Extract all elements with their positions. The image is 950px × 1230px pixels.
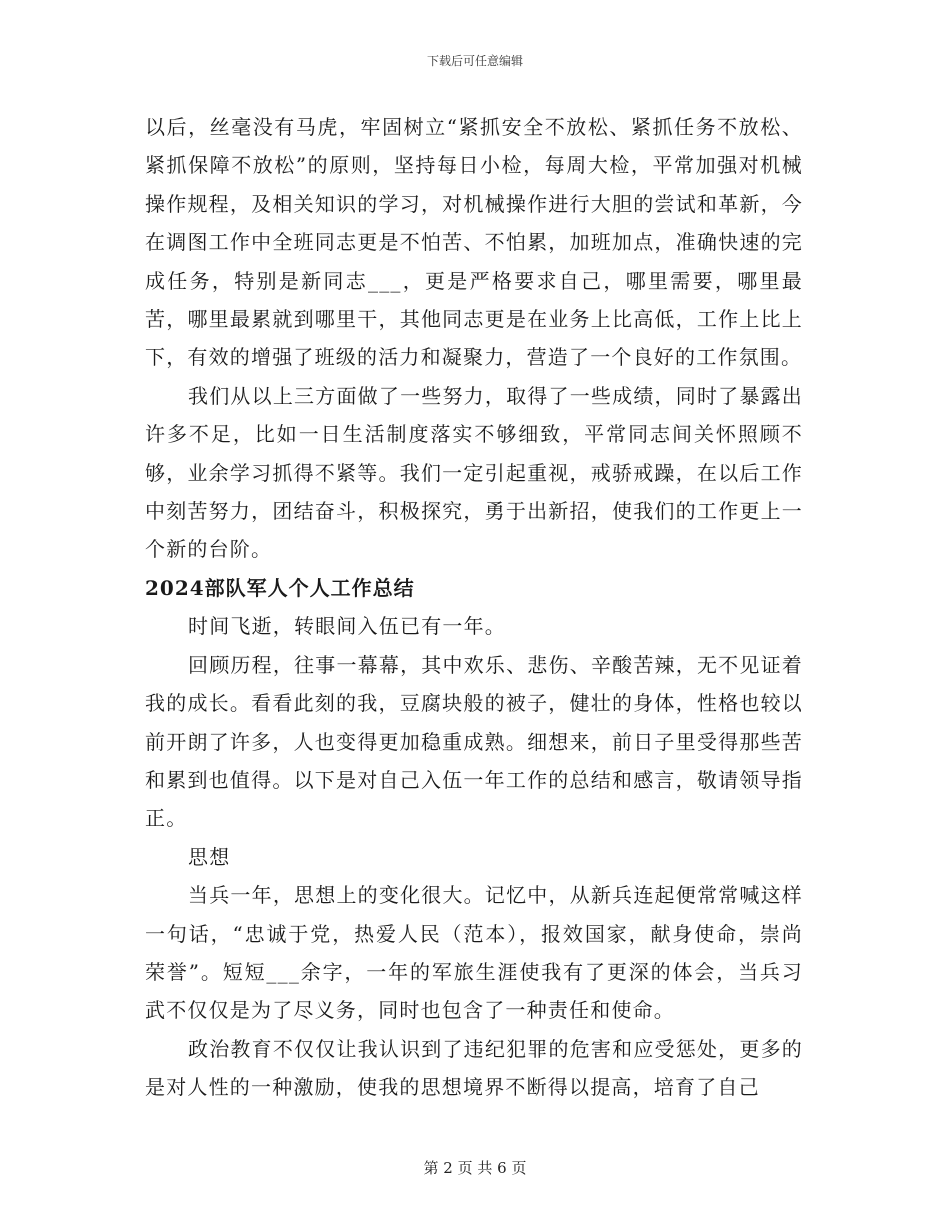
paragraph: 我们从以上三方面做了一些努力，取得了一些成绩，同时了暴露出许多不足，比如一日生活制度落实不够细致，平常同志间关怀照顾不够，业余学习抓得不紧等。我们一定引起重视，戒骄戒躁，在以后工作中刻苦努力，团结奋斗，积极探究，勇于出新招，使我们的工作更上一个新的台阶。 xyxy=(145,383,803,562)
paragraph: 时间飞逝，转眼间入伍已有一年。 xyxy=(188,614,506,639)
page-header: 下载后可任意编辑 xyxy=(426,54,523,68)
paragraph: 当兵一年，思想上的变化很大。记忆中，从新兵连起便常常喊这样一句话，“忠诚于党，热爱人民（范本），报效国家，献身使命，崇尚荣誉”。短短___余字，一年的军旅生涯使我有了更深的体会，当兵习武不仅仅是为了尽义务，同时也包含了一种责任和使命。 xyxy=(145,883,803,1023)
subheading: 思想 xyxy=(188,844,231,869)
paragraph: 以后，丝毫没有马虎，牢固树立“紧抓安全不放松、紧抓任务不放松、紧抓保障不放松”的原则，坚持每日小检，每周大检，平常加强对机械操作规程，及相关知识的学习，对机械操作进行大胆的尝试和革新，今在调图工作中全班同志更是不怕苦、不怕累，加班加点，准确快速的完成任务，特别是新同志___，更是严格要求自己，哪里需要，哪里最苦，哪里最累就到哪里干，其他同志更是在业务上比高低，工作上比上下，有效的增强了班级的活力和凝聚力，营造了一个良好的工作氛围。 xyxy=(145,115,803,370)
paragraph: 政治教育不仅仅让我认识到了违纪犯罪的危害和应受惩处，更多的是对人性的一种激励，使我的思想境界不断得以提高，培育了自己 xyxy=(145,1036,803,1100)
page-footer: 第 2 页 共 6 页 xyxy=(423,1159,527,1177)
paragraph: 回顾历程，往事一幕幕，其中欢乐、悲伤、辛酸苦辣，无不见证着我的成长。看看此刻的我，豆腐块般的被子，健壮的身体，性格也较以前开朗了许多，人也变得更加稳重成熟。细想来，前日子里受得那些苦和累到也值得。以下是对自己入伍一年工作的总结和感言，敬请领导指正。 xyxy=(145,652,803,831)
section-title: 2024部队军人个人工作总结 xyxy=(145,575,415,600)
document-body xyxy=(145,108,803,1107)
